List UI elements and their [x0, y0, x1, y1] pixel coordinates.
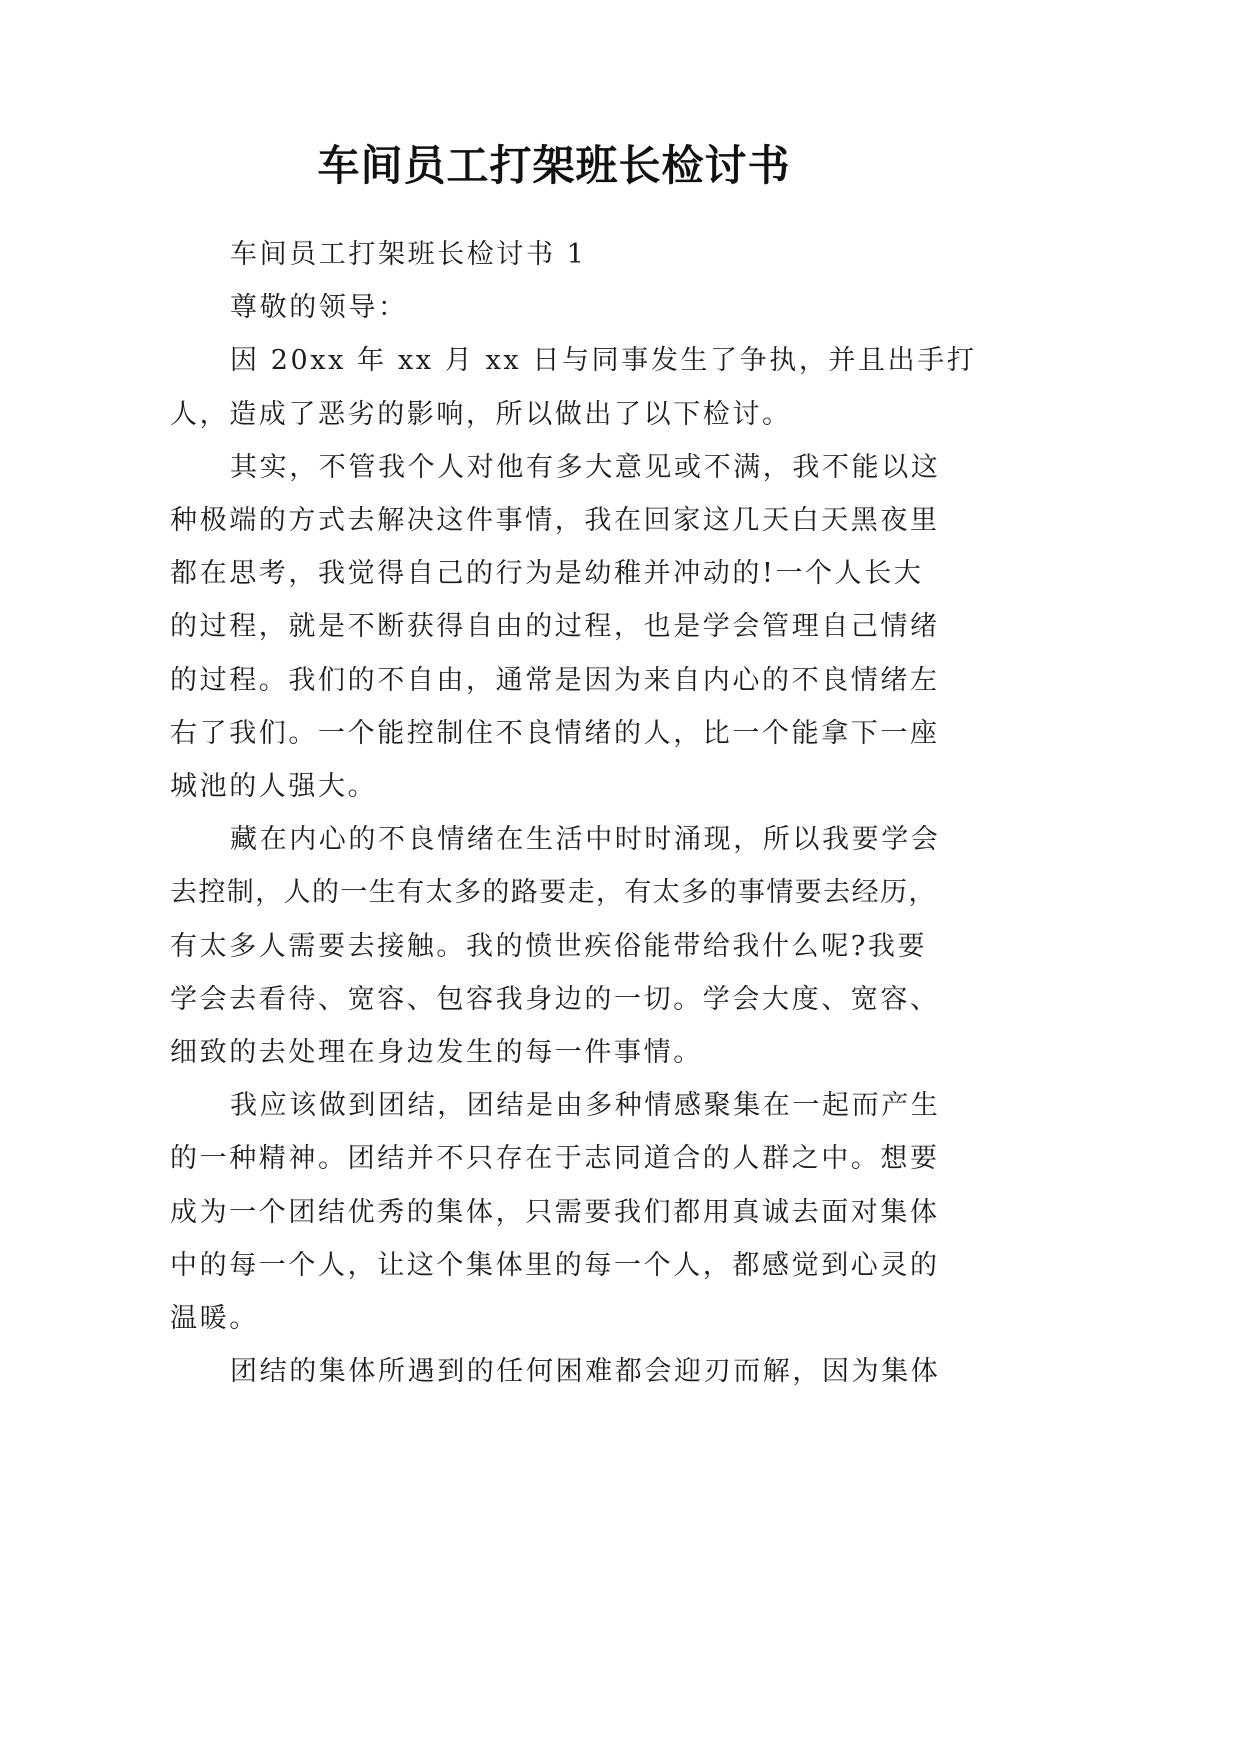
paragraph: [170, 1079, 970, 1345]
text-line: 人，造成了恶劣的影响，所以做出了以下检讨。: [170, 398, 792, 430]
text-line: 城池的人强大。: [170, 771, 378, 803]
document-body: [170, 228, 977, 1398]
text-line: 团结的集体所遇到的任何困难都会迎刃而解，因为集体: [230, 1356, 941, 1388]
text-line: 其实，不管我个人对他有多大意见或不满，我不能以这: [230, 451, 941, 483]
text-line: 成为一个团结优秀的集体，只需要我们都用真诚去面对集体: [170, 1196, 940, 1228]
text-line: 有太多人需要去接触。我的愤世疾俗能带给我什么呢?我要: [170, 930, 928, 962]
text-line: 去控制，人的一生有太多的路要走，有太多的事情要去经历，: [170, 877, 937, 909]
paragraph: [170, 441, 970, 813]
paragraph: [170, 1345, 970, 1398]
document-title: 车间员工打架班长检讨书: [317, 141, 791, 190]
text-line: 尊敬的领导：: [230, 292, 408, 324]
text-line: 种极端的方式去解决这件事情，我在回家这几天白天黑夜里: [170, 505, 940, 537]
text-line: 的过程。我们的不自由，通常是因为来自内心的不良情绪左: [170, 664, 940, 696]
text-line: 的过程，就是不断获得自由的过程，也是学会管理自己情绪: [170, 611, 940, 643]
text-line: 因 20xx 年 xx 月 xx 日与同事发生了争执，并且出手打: [230, 345, 977, 377]
text-line: 的一种精神。团结并不只存在于志同道合的人群之中。想要: [170, 1143, 940, 1175]
text-line: 右了我们。一个能控制住不良情绪的人，比一个能拿下一座: [170, 717, 940, 749]
paragraph: [170, 334, 977, 440]
text-line: 都在思考，我觉得自己的行为是幼稚并冲动的!一个人长大: [170, 558, 924, 590]
paragraph-heading: [170, 228, 970, 281]
paragraph-salutation: [170, 281, 970, 334]
text-line: 藏在内心的不良情绪在生活中时时涌现，所以我要学会: [230, 824, 941, 856]
text-line: 细致的去处理在身边发生的每一件事情。: [170, 1037, 703, 1069]
text-line: 学会去看待、宽容、包容我身边的一切。学会大度、宽容、: [170, 983, 940, 1015]
paragraph: [170, 813, 970, 1079]
text-line: 温暖。: [170, 1303, 259, 1335]
text-line: 车间员工打架班长检讨书 1: [230, 239, 587, 270]
text-line: 我应该做到团结，团结是由多种情感聚集在一起而产生: [230, 1090, 941, 1122]
text-line: 中的每一个人，让这个集体里的每一个人，都感觉到心灵的: [170, 1249, 940, 1281]
